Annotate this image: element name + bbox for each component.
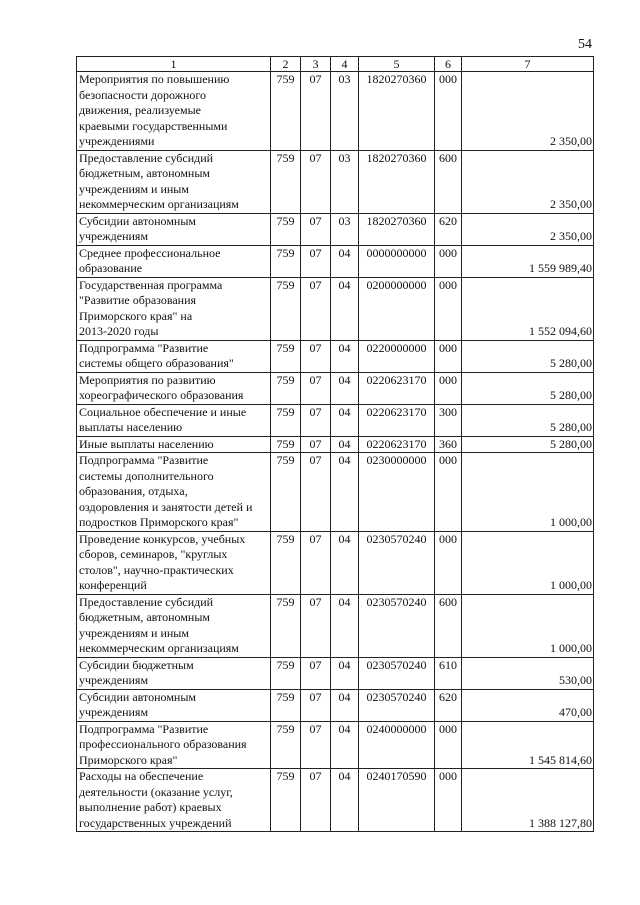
column-header: 2 [271, 57, 301, 72]
amount-cell: 5 280,00 [462, 340, 594, 372]
expense-type-cell: 620 [435, 213, 462, 245]
section-code-cell: 07 [301, 72, 331, 151]
section-code-cell: 07 [301, 531, 331, 594]
expense-type-cell: 300 [435, 404, 462, 436]
amount-cell: 2 350,00 [462, 150, 594, 213]
amount-cell: 1 000,00 [462, 453, 594, 532]
ministry-code-cell: 759 [271, 594, 301, 657]
table-row [77, 404, 594, 436]
column-header: 3 [301, 57, 331, 72]
table-row [77, 453, 594, 532]
target-article-cell: 0230570240 [359, 689, 435, 721]
target-article-cell: 1820270360 [359, 72, 435, 151]
subsection-code-cell: 04 [331, 453, 359, 532]
row-name-cell: Проведение конкурсов, учебных сборов, семинаров, "круглых столов", научно-практических конференций [77, 531, 271, 594]
column-header: 6 [435, 57, 462, 72]
table-row [77, 213, 594, 245]
ministry-code-cell: 759 [271, 531, 301, 594]
section-code-cell: 07 [301, 689, 331, 721]
table-row [77, 245, 594, 277]
amount-cell: 1 000,00 [462, 531, 594, 594]
ministry-code-cell: 759 [271, 436, 301, 453]
expense-type-cell: 000 [435, 453, 462, 532]
column-header: 1 [77, 57, 271, 72]
row-name-cell: Иные выплаты населению [77, 436, 271, 453]
ministry-code-cell: 759 [271, 769, 301, 832]
subsection-code-cell: 04 [331, 436, 359, 453]
table-row [77, 372, 594, 404]
budget-table [76, 56, 594, 832]
row-name-cell: Субсидии автономным учреждениям [77, 213, 271, 245]
subsection-code-cell: 04 [331, 245, 359, 277]
row-name-cell: Мероприятия по повышению безопасности дорожного движения, реализуемые краевыми государственными учреждениями [77, 72, 271, 151]
column-header: 4 [331, 57, 359, 72]
section-code-cell: 07 [301, 657, 331, 689]
expense-type-cell: 000 [435, 72, 462, 151]
ministry-code-cell: 759 [271, 72, 301, 151]
ministry-code-cell: 759 [271, 213, 301, 245]
subsection-code-cell: 04 [331, 769, 359, 832]
row-name-cell: Социальное обеспечение и иные выплаты населению [77, 404, 271, 436]
subsection-code-cell: 04 [331, 531, 359, 594]
row-name-cell: Мероприятия по развитию хореографического образования [77, 372, 271, 404]
target-article-cell: 1820270360 [359, 213, 435, 245]
ministry-code-cell: 759 [271, 277, 301, 340]
ministry-code-cell: 759 [271, 657, 301, 689]
row-name-cell: Подпрограмма "Развитие системы общего образования" [77, 340, 271, 372]
section-code-cell: 07 [301, 721, 331, 769]
target-article-cell: 0230570240 [359, 657, 435, 689]
section-code-cell: 07 [301, 245, 331, 277]
amount-cell: 1 000,00 [462, 594, 594, 657]
section-code-cell: 07 [301, 404, 331, 436]
table-row [77, 436, 594, 453]
table-row [77, 657, 594, 689]
amount-cell: 5 280,00 [462, 404, 594, 436]
column-header: 5 [359, 57, 435, 72]
target-article-cell: 0230570240 [359, 594, 435, 657]
column-number-row [77, 57, 594, 72]
column-header: 7 [462, 57, 594, 72]
ministry-code-cell: 759 [271, 150, 301, 213]
expense-type-cell: 360 [435, 436, 462, 453]
table-row [77, 531, 594, 594]
expense-type-cell: 620 [435, 689, 462, 721]
row-name-cell: Среднее профессиональное образование [77, 245, 271, 277]
subsection-code-cell: 04 [331, 721, 359, 769]
target-article-cell: 0220623170 [359, 372, 435, 404]
target-article-cell: 0240170590 [359, 769, 435, 832]
subsection-code-cell: 04 [331, 657, 359, 689]
subsection-code-cell: 03 [331, 213, 359, 245]
target-article-cell: 0220623170 [359, 404, 435, 436]
section-code-cell: 07 [301, 372, 331, 404]
expense-type-cell: 000 [435, 277, 462, 340]
target-article-cell: 1820270360 [359, 150, 435, 213]
target-article-cell: 0230000000 [359, 453, 435, 532]
amount-cell: 5 280,00 [462, 372, 594, 404]
target-article-cell: 0230570240 [359, 531, 435, 594]
amount-cell: 2 350,00 [462, 213, 594, 245]
expense-type-cell: 600 [435, 594, 462, 657]
section-code-cell: 07 [301, 769, 331, 832]
expense-type-cell: 000 [435, 769, 462, 832]
page-number: 54 [578, 37, 592, 52]
amount-cell: 2 350,00 [462, 72, 594, 151]
expense-type-cell: 610 [435, 657, 462, 689]
ministry-code-cell: 759 [271, 340, 301, 372]
table-row [77, 340, 594, 372]
subsection-code-cell: 04 [331, 372, 359, 404]
row-name-cell: Расходы на обеспечение деятельности (оказание услуг, выполнение работ) краевых государственных учреждений [77, 769, 271, 832]
subsection-code-cell: 04 [331, 340, 359, 372]
row-name-cell: Подпрограмма "Развитие системы дополнительного образования, отдыха, оздоровления и занятости детей и подростков Приморского края" [77, 453, 271, 532]
row-name-cell: Предоставление субсидий бюджетным, автономным учреждениям и иным некоммерческим организациям [77, 594, 271, 657]
section-code-cell: 07 [301, 340, 331, 372]
target-article-cell: 0220000000 [359, 340, 435, 372]
target-article-cell: 0220623170 [359, 436, 435, 453]
expense-type-cell: 000 [435, 340, 462, 372]
expense-type-cell: 000 [435, 721, 462, 769]
table-row [77, 721, 594, 769]
table-row [77, 594, 594, 657]
table-row [77, 72, 594, 151]
section-code-cell: 07 [301, 436, 331, 453]
ministry-code-cell: 759 [271, 721, 301, 769]
subsection-code-cell: 04 [331, 277, 359, 340]
amount-cell: 1 545 814,60 [462, 721, 594, 769]
section-code-cell: 07 [301, 594, 331, 657]
ministry-code-cell: 759 [271, 372, 301, 404]
target-article-cell: 0000000000 [359, 245, 435, 277]
section-code-cell: 07 [301, 453, 331, 532]
subsection-code-cell: 03 [331, 72, 359, 151]
table-row [77, 689, 594, 721]
ministry-code-cell: 759 [271, 689, 301, 721]
target-article-cell: 0200000000 [359, 277, 435, 340]
subsection-code-cell: 03 [331, 150, 359, 213]
section-code-cell: 07 [301, 277, 331, 340]
amount-cell: 5 280,00 [462, 436, 594, 453]
row-name-cell: Государственная программа "Развитие образования Приморского края" на 2013-2020 годы [77, 277, 271, 340]
table-row [77, 277, 594, 340]
ministry-code-cell: 759 [271, 453, 301, 532]
subsection-code-cell: 04 [331, 594, 359, 657]
table-row [77, 150, 594, 213]
amount-cell: 1 559 989,40 [462, 245, 594, 277]
amount-cell: 1 388 127,80 [462, 769, 594, 832]
ministry-code-cell: 759 [271, 404, 301, 436]
expense-type-cell: 000 [435, 245, 462, 277]
row-name-cell: Предоставление субсидий бюджетным, автономным учреждениям и иным некоммерческим организациям [77, 150, 271, 213]
section-code-cell: 07 [301, 150, 331, 213]
row-name-cell: Субсидии бюджетным учреждениям [77, 657, 271, 689]
subsection-code-cell: 04 [331, 404, 359, 436]
amount-cell: 530,00 [462, 657, 594, 689]
subsection-code-cell: 04 [331, 689, 359, 721]
target-article-cell: 0240000000 [359, 721, 435, 769]
ministry-code-cell: 759 [271, 245, 301, 277]
expense-type-cell: 600 [435, 150, 462, 213]
section-code-cell: 07 [301, 213, 331, 245]
table-row [77, 769, 594, 832]
amount-cell: 1 552 094,60 [462, 277, 594, 340]
amount-cell: 470,00 [462, 689, 594, 721]
row-name-cell: Субсидии автономным учреждениям [77, 689, 271, 721]
expense-type-cell: 000 [435, 531, 462, 594]
expense-type-cell: 000 [435, 372, 462, 404]
row-name-cell: Подпрограмма "Развитие профессионального образования Приморского края" [77, 721, 271, 769]
